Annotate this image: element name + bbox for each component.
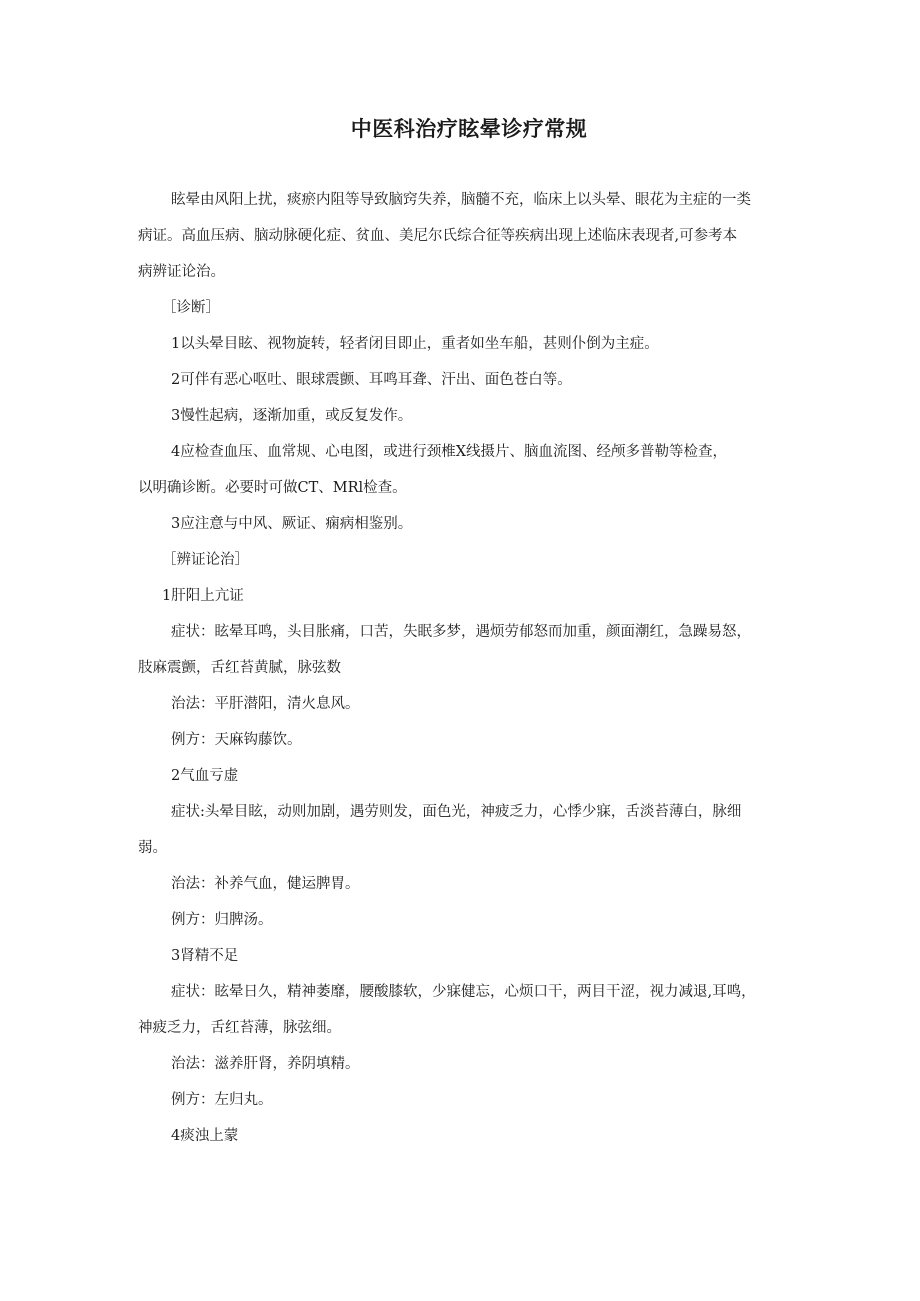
syndrome-2-formula: 例方：归脾汤。 [171, 912, 273, 928]
syndrome-2-symptoms [138, 794, 800, 866]
syndrome-2-heading: 2气血亏虚 [171, 768, 239, 784]
syndrome-3-symptoms [138, 974, 800, 1046]
diagnosis-item-2: 2可伴有恶心呕吐、眼球震颤、耳鸣耳聋、汗出、面色苍白等。 [171, 372, 572, 388]
syndrome-3-heading: 3肾精不足 [171, 948, 239, 964]
intro-line-1: 眩晕由风阳上扰，痰瘀内阻等导致脑窍失养，脑髓不充，临床上以头晕、眼花为主症的一类 [171, 192, 751, 208]
diagnosis-item-5: 3应注意与中风、厥证、痫病相鉴别。 [171, 516, 413, 532]
syndrome-1-formula: 例方：天麻钩藤饮。 [171, 732, 302, 748]
syndrome-1-symptoms [138, 614, 800, 686]
treatment-heading: ［辨证论治］ [162, 552, 249, 568]
diagnosis-item-4 [138, 434, 800, 506]
diagnosis-item-4-line-1: 4应检查血压、血常规、心电图，或进行颈椎X线摄片、脑血流图、经颅多普勒等检查， [171, 444, 728, 460]
document-title: 中医科治疗眩晕诊疗常规 [350, 117, 588, 141]
syndrome-1-heading: 1肝阳上亢证 [162, 588, 244, 604]
syndrome-2-method: 治法：补养气血，健运脾胃。 [171, 876, 360, 892]
syndrome-1-method: 治法：平肝潜阳，清火息风。 [171, 696, 360, 712]
syndrome-3-symptoms-line-1: 症状：眩晕日久，精神萎靡，腰酸膝软，少寐健忘，心烦口干，两目干涩，视力减退,耳鸣， [171, 984, 756, 1000]
intro-paragraph [138, 182, 800, 290]
syndrome-2-symptoms-line-2: 弱。 [138, 840, 167, 856]
diagnosis-item-1: 1以头晕目眩、视物旋转，轻者闭目即止，重者如坐车船，甚则仆倒为主症。 [171, 336, 659, 352]
intro-line-3: 病辨证论治。 [138, 264, 225, 280]
syndrome-3-symptoms-line-2: 神疲乏力，舌红苔薄，脉弦细。 [138, 1020, 341, 1036]
syndrome-2-symptoms-line-1: 症状:头晕目眩，动则加剧，遇劳则发，面色光，神疲乏力，心悸少寐，舌淡苔薄白，脉细 [171, 804, 742, 820]
syndrome-4-heading: 4痰浊上蒙 [171, 1128, 239, 1144]
syndrome-1-symptoms-line-2: 肢麻震颤，舌红苔黄腻，脉弦数 [138, 660, 341, 676]
diagnosis-item-3: 3慢性起病，逐渐加重，或反复发作。 [171, 408, 413, 424]
syndrome-3-method: 治法：滋养肝肾，养阴填精。 [171, 1056, 360, 1072]
diagnosis-heading: ［诊断］ [162, 300, 220, 316]
syndrome-1-symptoms-line-1: 症状：眩晕耳鸣，头目胀痛，口苦，失眠多梦，遇烦劳郁怒而加重，颜面潮红，急躁易怒， [171, 624, 751, 640]
syndrome-3-formula: 例方：左归丸。 [171, 1092, 273, 1108]
intro-line-2: 病证。高血压病、脑动脉硬化症、贫血、美尼尔氏综合征等疾病出现上述临床表现者,可参考本 [138, 228, 738, 244]
diagnosis-item-4-line-2: 以明确诊断。必要时可做CT、MRl检查。 [138, 480, 407, 496]
